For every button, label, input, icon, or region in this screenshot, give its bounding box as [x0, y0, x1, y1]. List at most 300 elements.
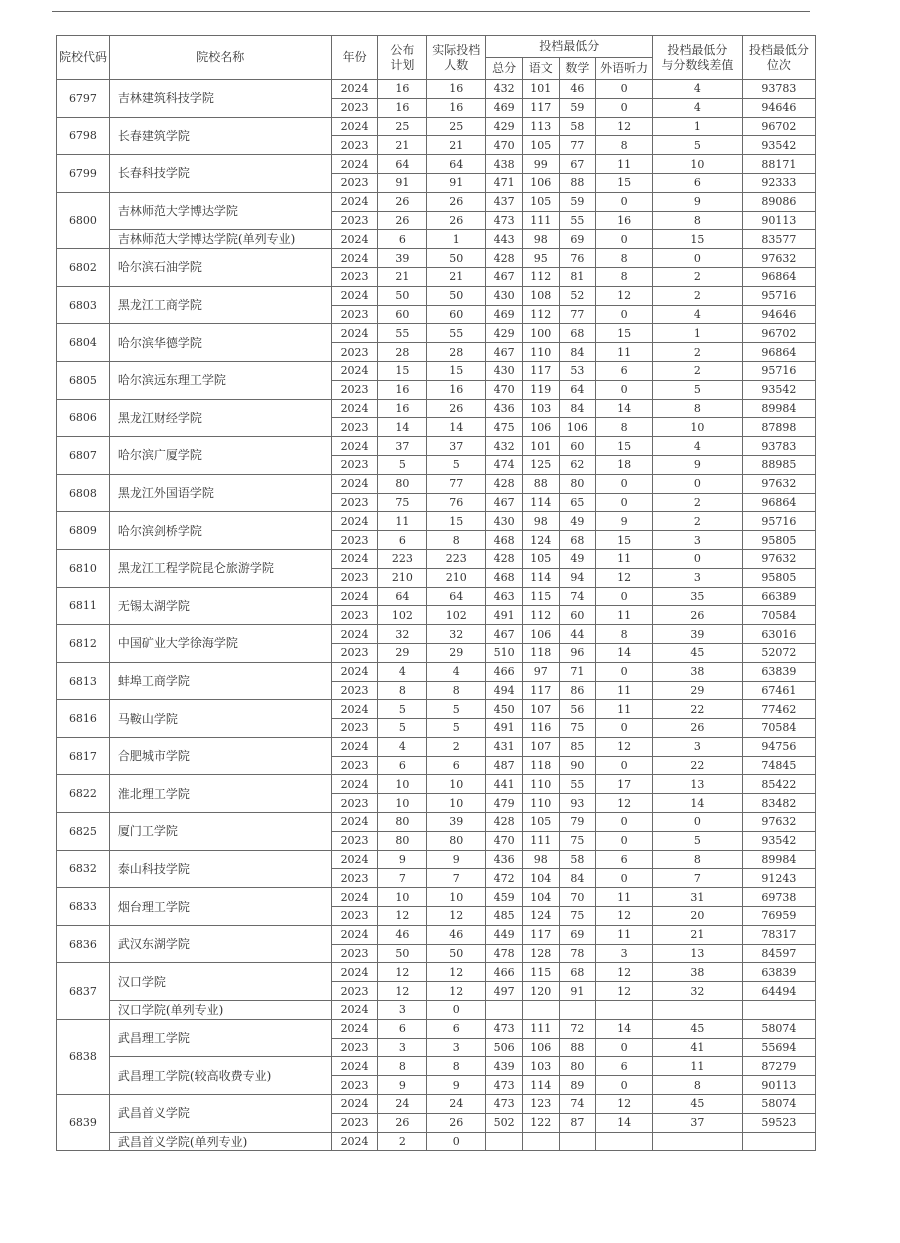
cell-rank: 97632 — [742, 813, 815, 832]
cell-actual: 28 — [427, 343, 486, 362]
cell-school-name: 合肥城市学院 — [109, 737, 331, 775]
cell-actual: 7 — [427, 869, 486, 888]
cell-diff: 2 — [653, 512, 743, 531]
table-row — [57, 155, 816, 174]
cell-year: 2024 — [331, 117, 378, 136]
cell-math: 76 — [559, 249, 596, 268]
cell-year: 2023 — [331, 493, 378, 512]
cell-chinese: 118 — [522, 756, 559, 775]
table-row — [57, 1132, 816, 1151]
cell-actual: 26 — [427, 211, 486, 230]
cell-total: 470 — [486, 380, 523, 399]
cell-total: 428 — [486, 249, 523, 268]
cell-total: 467 — [486, 267, 523, 286]
cell-total: 429 — [486, 324, 523, 343]
cell-chinese: 107 — [522, 737, 559, 756]
cell-year: 2024 — [331, 850, 378, 869]
cell-plan: 6 — [378, 230, 427, 249]
cell-plan: 10 — [378, 794, 427, 813]
cell-actual: 0 — [427, 1132, 486, 1151]
cell-rank: 78317 — [742, 925, 815, 944]
cell-plan: 50 — [378, 944, 427, 963]
cell-chinese: 98 — [522, 512, 559, 531]
cell-rank: 91243 — [742, 869, 815, 888]
cell-code: 6802 — [57, 249, 110, 287]
cell-actual: 32 — [427, 625, 486, 644]
cell-total: 467 — [486, 625, 523, 644]
cell-total: 428 — [486, 813, 523, 832]
cell-year: 2023 — [331, 907, 378, 926]
cell-school-name: 哈尔滨石油学院 — [109, 249, 331, 287]
cell-math: 58 — [559, 117, 596, 136]
cell-listening: 12 — [596, 1095, 653, 1114]
cell-listening: 15 — [596, 324, 653, 343]
cell-rank: 96864 — [742, 493, 815, 512]
cell-listening: 12 — [596, 117, 653, 136]
cell-math: 60 — [559, 437, 596, 456]
cell-chinese: 124 — [522, 907, 559, 926]
table-row — [57, 474, 816, 493]
cell-chinese: 111 — [522, 831, 559, 850]
cell-chinese: 114 — [522, 493, 559, 512]
cell-rank: 96864 — [742, 267, 815, 286]
cell-plan: 80 — [378, 813, 427, 832]
cell-school-name: 黑龙江外国语学院 — [109, 474, 331, 512]
cell-listening — [596, 1132, 653, 1151]
cell-total: 469 — [486, 305, 523, 324]
header-name: 院校名称 — [109, 36, 331, 80]
header-math: 数学 — [559, 58, 596, 80]
cell-total: 506 — [486, 1038, 523, 1057]
cell-plan: 29 — [378, 643, 427, 662]
cell-diff: 0 — [653, 813, 743, 832]
cell-chinese: 117 — [522, 98, 559, 117]
cell-total — [486, 1001, 523, 1020]
cell-rank: 93783 — [742, 437, 815, 456]
cell-listening: 12 — [596, 286, 653, 305]
cell-code: 6805 — [57, 361, 110, 399]
cell-listening: 0 — [596, 98, 653, 117]
cell-chinese: 101 — [522, 80, 559, 99]
cell-chinese: 106 — [522, 625, 559, 644]
cell-actual: 5 — [427, 719, 486, 738]
cell-chinese: 116 — [522, 719, 559, 738]
cell-math: 49 — [559, 549, 596, 568]
cell-chinese: 125 — [522, 455, 559, 474]
cell-school-name: 哈尔滨华德学院 — [109, 324, 331, 362]
cell-math: 75 — [559, 831, 596, 850]
cell-year: 2024 — [331, 155, 378, 174]
cell-diff: 3 — [653, 568, 743, 587]
cell-actual: 1 — [427, 230, 486, 249]
cell-year: 2024 — [331, 361, 378, 380]
cell-code: 6797 — [57, 80, 110, 118]
cell-chinese: 111 — [522, 211, 559, 230]
cell-plan: 10 — [378, 888, 427, 907]
cell-total: 502 — [486, 1113, 523, 1132]
cell-year: 2024 — [331, 925, 378, 944]
cell-math: 72 — [559, 1019, 596, 1038]
cell-school-name: 武汉东湖学院 — [109, 925, 331, 963]
cell-diff: 10 — [653, 155, 743, 174]
cell-rank: 92333 — [742, 173, 815, 192]
header-plan: 公布 计划 — [378, 36, 427, 80]
cell-listening: 12 — [596, 737, 653, 756]
cell-year: 2023 — [331, 305, 378, 324]
cell-rank: 90113 — [742, 1076, 815, 1095]
cell-rank: 95716 — [742, 361, 815, 380]
cell-chinese: 112 — [522, 305, 559, 324]
cell-rank: 83482 — [742, 794, 815, 813]
cell-math: 70 — [559, 888, 596, 907]
cell-actual: 76 — [427, 493, 486, 512]
cell-listening: 0 — [596, 380, 653, 399]
cell-total: 466 — [486, 963, 523, 982]
table-row — [57, 117, 816, 136]
cell-diff: 2 — [653, 343, 743, 362]
cell-code: 6799 — [57, 155, 110, 193]
cell-actual: 5 — [427, 455, 486, 474]
cell-math: 52 — [559, 286, 596, 305]
cell-total: 430 — [486, 286, 523, 305]
cell-year: 2023 — [331, 173, 378, 192]
cell-total: 439 — [486, 1057, 523, 1076]
cell-math: 91 — [559, 982, 596, 1001]
cell-rank: 94756 — [742, 737, 815, 756]
cell-year: 2023 — [331, 380, 378, 399]
cell-plan: 32 — [378, 625, 427, 644]
cell-diff: 9 — [653, 455, 743, 474]
cell-rank: 96864 — [742, 343, 815, 362]
cell-year: 2023 — [331, 418, 378, 437]
cell-math: 75 — [559, 907, 596, 926]
cell-actual: 60 — [427, 305, 486, 324]
cell-actual: 5 — [427, 700, 486, 719]
cell-rank: 97632 — [742, 549, 815, 568]
cell-total: 473 — [486, 1076, 523, 1095]
cell-rank: 94646 — [742, 98, 815, 117]
cell-school-name: 黑龙江工商学院 — [109, 286, 331, 324]
cell-diff: 4 — [653, 437, 743, 456]
cell-school-name: 吉林建筑科技学院 — [109, 80, 331, 118]
cell-rank: 88171 — [742, 155, 815, 174]
cell-school-name: 哈尔滨剑桥学院 — [109, 512, 331, 550]
cell-listening: 12 — [596, 568, 653, 587]
cell-actual: 8 — [427, 531, 486, 550]
cell-rank: 97632 — [742, 249, 815, 268]
table-row — [57, 850, 816, 869]
cell-math: 69 — [559, 925, 596, 944]
cell-total: 459 — [486, 888, 523, 907]
cell-year: 2024 — [331, 587, 378, 606]
cell-chinese: 124 — [522, 531, 559, 550]
cell-total: 429 — [486, 117, 523, 136]
cell-chinese: 108 — [522, 286, 559, 305]
table-row — [57, 249, 816, 268]
cell-total: 474 — [486, 455, 523, 474]
cell-total: 431 — [486, 737, 523, 756]
cell-math: 59 — [559, 98, 596, 117]
cell-year: 2024 — [331, 662, 378, 681]
cell-plan: 80 — [378, 831, 427, 850]
table-row — [57, 437, 816, 456]
cell-year: 2023 — [331, 606, 378, 625]
cell-chinese: 115 — [522, 587, 559, 606]
cell-code: 6833 — [57, 888, 110, 926]
cell-rank: 58074 — [742, 1019, 815, 1038]
cell-math: 56 — [559, 700, 596, 719]
cell-school-name: 武昌首义学院(单列专业) — [109, 1132, 331, 1151]
cell-chinese: 122 — [522, 1113, 559, 1132]
cell-math: 80 — [559, 1057, 596, 1076]
cell-diff: 39 — [653, 625, 743, 644]
cell-chinese: 98 — [522, 230, 559, 249]
cell-actual: 6 — [427, 1019, 486, 1038]
cell-code: 6825 — [57, 813, 110, 851]
cell-code: 6838 — [57, 1019, 110, 1094]
cell-year: 2023 — [331, 681, 378, 700]
cell-listening: 6 — [596, 361, 653, 380]
cell-listening: 0 — [596, 756, 653, 775]
cell-diff: 22 — [653, 756, 743, 775]
cell-diff: 38 — [653, 963, 743, 982]
cell-rank: 95716 — [742, 512, 815, 531]
cell-listening: 14 — [596, 1113, 653, 1132]
cell-actual: 16 — [427, 380, 486, 399]
cell-year: 2023 — [331, 211, 378, 230]
cell-diff: 8 — [653, 211, 743, 230]
cell-year: 2023 — [331, 869, 378, 888]
cell-plan: 21 — [378, 136, 427, 155]
cell-plan: 80 — [378, 474, 427, 493]
cell-year: 2024 — [331, 700, 378, 719]
cell-diff: 3 — [653, 737, 743, 756]
header-code: 院校代码 — [57, 36, 110, 80]
cell-actual: 26 — [427, 1113, 486, 1132]
cell-actual: 9 — [427, 850, 486, 869]
cell-chinese: 104 — [522, 888, 559, 907]
cell-diff: 4 — [653, 80, 743, 99]
cell-math: 79 — [559, 813, 596, 832]
cell-listening: 0 — [596, 80, 653, 99]
cell-actual: 4 — [427, 662, 486, 681]
cell-plan: 16 — [378, 399, 427, 418]
cell-listening: 0 — [596, 831, 653, 850]
cell-diff: 21 — [653, 925, 743, 944]
cell-school-name: 黑龙江财经学院 — [109, 399, 331, 437]
cell-total: 510 — [486, 643, 523, 662]
cell-code: 6807 — [57, 437, 110, 475]
cell-plan: 37 — [378, 437, 427, 456]
cell-plan: 91 — [378, 173, 427, 192]
table-row — [57, 700, 816, 719]
cell-chinese — [522, 1132, 559, 1151]
cell-listening: 8 — [596, 136, 653, 155]
cell-actual: 15 — [427, 512, 486, 531]
cell-math: 74 — [559, 587, 596, 606]
cell-math: 78 — [559, 944, 596, 963]
cell-math: 67 — [559, 155, 596, 174]
cell-total: 441 — [486, 775, 523, 794]
cell-diff: 5 — [653, 831, 743, 850]
cell-diff: 0 — [653, 249, 743, 268]
cell-diff: 2 — [653, 267, 743, 286]
cell-code: 6837 — [57, 963, 110, 1019]
cell-listening: 0 — [596, 587, 653, 606]
header-year: 年份 — [331, 36, 378, 80]
cell-listening: 8 — [596, 267, 653, 286]
cell-plan: 15 — [378, 361, 427, 380]
cell-code: 6836 — [57, 925, 110, 963]
cell-total: 432 — [486, 437, 523, 456]
cell-school-name: 无锡太湖学院 — [109, 587, 331, 625]
cell-actual: 91 — [427, 173, 486, 192]
cell-plan: 11 — [378, 512, 427, 531]
cell-plan: 5 — [378, 455, 427, 474]
cell-total: 487 — [486, 756, 523, 775]
table-row — [57, 80, 816, 99]
cell-year: 2023 — [331, 1076, 378, 1095]
table-row — [57, 549, 816, 568]
cell-code: 6817 — [57, 737, 110, 775]
cell-year: 2023 — [331, 343, 378, 362]
cell-actual: 2 — [427, 737, 486, 756]
cell-total: 468 — [486, 568, 523, 587]
cell-listening: 12 — [596, 963, 653, 982]
cell-chinese: 112 — [522, 606, 559, 625]
cell-school-name: 武昌理工学院 — [109, 1019, 331, 1057]
cell-actual: 0 — [427, 1001, 486, 1020]
header-actual: 实际投档 人数 — [427, 36, 486, 80]
cell-code: 6806 — [57, 399, 110, 437]
cell-chinese: 103 — [522, 399, 559, 418]
cell-diff: 5 — [653, 380, 743, 399]
cell-year: 2024 — [331, 249, 378, 268]
table-header — [57, 36, 816, 80]
cell-actual: 50 — [427, 944, 486, 963]
cell-school-name: 马鞍山学院 — [109, 700, 331, 738]
cell-listening: 11 — [596, 681, 653, 700]
cell-school-name: 蚌埠工商学院 — [109, 662, 331, 700]
cell-plan: 6 — [378, 756, 427, 775]
cell-chinese: 128 — [522, 944, 559, 963]
cell-code: 6803 — [57, 286, 110, 324]
cell-chinese: 98 — [522, 850, 559, 869]
admission-score-table — [56, 35, 816, 1151]
cell-rank: 76959 — [742, 907, 815, 926]
cell-plan: 46 — [378, 925, 427, 944]
cell-plan: 12 — [378, 982, 427, 1001]
cell-plan: 28 — [378, 343, 427, 362]
cell-plan: 8 — [378, 681, 427, 700]
cell-rank: 70584 — [742, 606, 815, 625]
cell-chinese: 105 — [522, 813, 559, 832]
cell-listening: 11 — [596, 925, 653, 944]
cell-school-name: 吉林师范大学博达学院(单列专业) — [109, 230, 331, 249]
cell-total: 432 — [486, 80, 523, 99]
cell-listening: 12 — [596, 982, 653, 1001]
cell-rank: 87898 — [742, 418, 815, 437]
cell-year: 2024 — [331, 80, 378, 99]
cell-diff: 22 — [653, 700, 743, 719]
cell-year: 2023 — [331, 719, 378, 738]
cell-math: 68 — [559, 324, 596, 343]
cell-chinese: 119 — [522, 380, 559, 399]
cell-plan: 3 — [378, 1038, 427, 1057]
table-row — [57, 587, 816, 606]
table-row — [57, 813, 816, 832]
cell-math: 44 — [559, 625, 596, 644]
cell-plan: 9 — [378, 1076, 427, 1095]
cell-listening: 6 — [596, 1057, 653, 1076]
cell-actual: 37 — [427, 437, 486, 456]
cell-diff: 6 — [653, 173, 743, 192]
cell-total: 428 — [486, 474, 523, 493]
cell-actual: 210 — [427, 568, 486, 587]
cell-school-name: 吉林师范大学博达学院 — [109, 192, 331, 230]
cell-code: 6809 — [57, 512, 110, 550]
cell-diff: 20 — [653, 907, 743, 926]
top-rule — [52, 11, 810, 12]
cell-year: 2024 — [331, 399, 378, 418]
cell-math: 96 — [559, 643, 596, 662]
cell-school-name: 武昌首义学院 — [109, 1095, 331, 1133]
cell-listening: 0 — [596, 305, 653, 324]
cell-year: 2024 — [331, 437, 378, 456]
cell-total: 436 — [486, 850, 523, 869]
cell-year: 2024 — [331, 1057, 378, 1076]
cell-chinese: 117 — [522, 361, 559, 380]
cell-actual: 8 — [427, 1057, 486, 1076]
cell-actual: 21 — [427, 267, 486, 286]
cell-diff: 8 — [653, 1076, 743, 1095]
cell-actual: 55 — [427, 324, 486, 343]
cell-chinese: 106 — [522, 418, 559, 437]
cell-chinese: 95 — [522, 249, 559, 268]
cell-school-name: 中国矿业大学徐海学院 — [109, 625, 331, 663]
cell-school-name: 烟台理工学院 — [109, 888, 331, 926]
cell-math: 84 — [559, 869, 596, 888]
cell-math: 55 — [559, 211, 596, 230]
cell-total: 430 — [486, 512, 523, 531]
cell-chinese: 114 — [522, 1076, 559, 1095]
cell-diff: 5 — [653, 136, 743, 155]
cell-year: 2024 — [331, 549, 378, 568]
cell-diff: 29 — [653, 681, 743, 700]
table-row — [57, 230, 816, 249]
cell-chinese: 105 — [522, 136, 559, 155]
cell-year: 2023 — [331, 568, 378, 587]
cell-plan: 4 — [378, 662, 427, 681]
cell-actual: 80 — [427, 831, 486, 850]
cell-chinese: 123 — [522, 1095, 559, 1114]
cell-total: 497 — [486, 982, 523, 1001]
cell-plan: 21 — [378, 267, 427, 286]
cell-chinese: 107 — [522, 700, 559, 719]
cell-chinese: 111 — [522, 1019, 559, 1038]
cell-math: 68 — [559, 531, 596, 550]
cell-plan: 223 — [378, 549, 427, 568]
cell-total: 469 — [486, 98, 523, 117]
cell-year: 2023 — [331, 756, 378, 775]
cell-diff: 2 — [653, 361, 743, 380]
cell-total: 473 — [486, 211, 523, 230]
cell-diff: 41 — [653, 1038, 743, 1057]
cell-code: 6816 — [57, 700, 110, 738]
cell-year: 2023 — [331, 267, 378, 286]
cell-chinese: 112 — [522, 267, 559, 286]
cell-chinese: 113 — [522, 117, 559, 136]
